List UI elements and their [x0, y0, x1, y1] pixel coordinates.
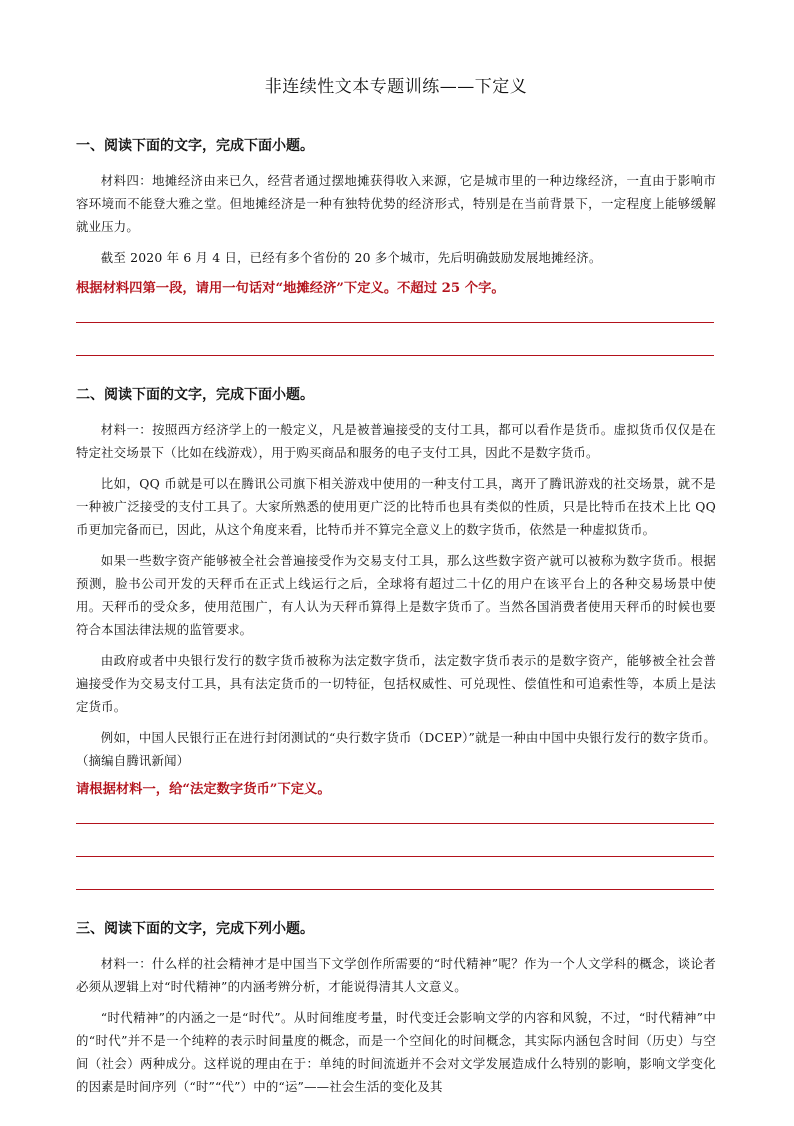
question-prompt: 请根据材料一，给“法定数字货币”下定义。 — [76, 782, 331, 797]
paragraph: 例如，中国人民银行正在进行封闭测试的“央行数字货币（DCEP）”就是一种由中国中央银行发行的数字货币。（摘编自腾讯新闻） — [76, 730, 716, 768]
section-heading: 一、阅读下面的文字，完成下面小题。 — [76, 138, 314, 154]
paragraph: “时代精神”的内涵之一是“时代”。从时间维度考量，时代变迁会影响文学的内容和风貌，不过，“时代精神”中的“时代”并不是一个纯粹的表示时间量度的概念，而是一个空间化的时间概念，其实际内涵包含时间（历史）与空间（社会）两种成分。这样说的理由在于：单纯的时间流逝并不会对文学发展造成什么特别的影响，影响文学变化的因素是时间序列（“时”“代”）中的“运”——社会生活的变化及其 — [76, 1010, 716, 1094]
answer-line[interactable] — [76, 823, 714, 824]
section-1 — [76, 135, 716, 356]
paragraph: 材料一：什么样的社会精神才是中国当下文学创作所需要的“时代精神”呢？作为一个人文学科的概念，谈论者必须从逻辑上对“时代精神”的内涵考辨分析，才能说得清其人文意义。 — [76, 956, 716, 994]
section-2 — [76, 384, 716, 890]
paragraph: 截至 2020 年 6 月 4 日，已经有多个省份的 20 多个城市，先后明确鼓励发展地摊经济。 — [100, 250, 602, 265]
paragraph: 如果一些数字资产能够被全社会普遍接受作为交易支付工具，那么这些数字资产就可以被称为数字货币。根据预测，脸书公司开发的天秤币在正式上线运行之后，全球将有超过二十亿的用户在该平台上的各种交易场景中使用。天秤币的受众多，使用范围广，有人认为天秤币算得上是数字货币了。当然各国消费者使用天秤币的时候也要符合本国法律法规的监管要求。 — [76, 553, 716, 637]
section-heading: 三、阅读下面的文字，完成下列小题。 — [76, 921, 314, 937]
section-3 — [76, 918, 716, 1098]
answer-line[interactable] — [76, 856, 714, 857]
paragraph: 材料一：按照西方经济学上的一般定义，凡是被普遍接受的支付工具，都可以看作是货币。虚拟货币仅仅是在特定社交场景下（比如在线游戏），用于购买商品和服务的电子支付工具，因此不是数字货币。 — [76, 422, 716, 460]
paragraph: 比如，QQ 币就是可以在腾讯公司旗下相关游戏中使用的一种支付工具，离开了腾讯游戏的社交场景，就不是一种被广泛接受的支付工具了。大家所熟悉的使用更广泛的比特币也具有类似的性质，只是比特币在技术上比 QQ 币更加完备而已，因此，从这个角度来看，比特币并不算完全意义上的数字货币，依然是一种虚拟货币。 — [76, 476, 716, 537]
document-page — [76, 72, 716, 1126]
page-title: 非连续性文本专题训练——下定义 — [264, 77, 528, 97]
answer-line[interactable] — [76, 355, 714, 356]
paragraph: 材料四：地摊经济由来已久，经营者通过摆地摊获得收入来源，它是城市里的一种边缘经济，一直由于影响市容环境而不能登大雅之堂。但地摊经济是一种有独特优势的经济形式，特别是在当前背景下，一定程度上能够缓解就业压力。 — [76, 173, 716, 234]
paragraph: 由政府或者中央银行发行的数字货币被称为法定数字货币，法定数字货币表示的是数字资产，能够被全社会普遍接受作为交易支付工具，具有法定货币的一切特征，包括权威性、可兑现性、偿值性和可追索性等，本质上是法定货币。 — [76, 653, 716, 714]
answer-line[interactable] — [76, 889, 714, 890]
section-heading: 二、阅读下面的文字，完成下面小题。 — [76, 387, 314, 403]
question-prompt: 根据材料四第一段，请用一句话对“地摊经济”下定义。不超过 25 个字。 — [76, 281, 505, 296]
answer-line[interactable] — [76, 322, 714, 323]
